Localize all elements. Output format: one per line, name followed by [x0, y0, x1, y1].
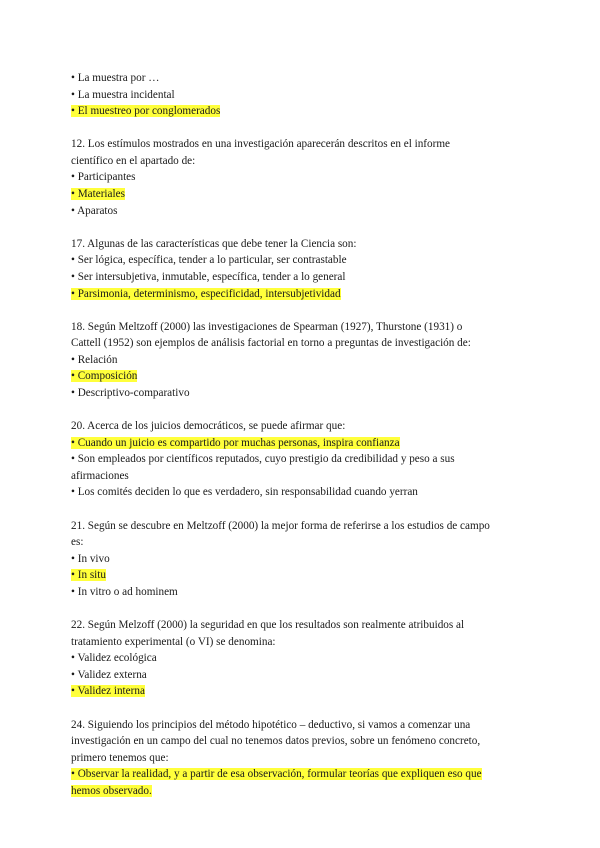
question-text: 20. Acerca de los juicios democráticos, se puede afirmar que:	[71, 420, 346, 433]
answer-option-continued: afirmaciones	[71, 469, 129, 482]
answer-option: • Aparatos	[71, 204, 118, 217]
answer-option: • Ser intersubjetiva, inmutable, específica, tender a lo general	[71, 270, 346, 283]
answer-option: • Relación	[71, 353, 118, 366]
answer-option: • In vivo	[71, 552, 110, 565]
answer-option-correct: • In situ	[71, 569, 106, 582]
question-text: 21. Según se descubre en Meltzoff (2000) la mejor forma de referirse a los estudios de campo	[71, 519, 490, 532]
question-text: científico en el apartado de:	[71, 154, 196, 167]
question-block-17	[71, 236, 560, 302]
question-text: investigación en un campo del cual no tenemos datos previos, sobre un fenómeno concreto,	[71, 735, 481, 748]
question-block-continuation	[71, 70, 560, 120]
question-text: 22. Según Melzoff (2000) la seguridad en que los resultados son realmente atribuidos al	[71, 619, 465, 632]
question-block-21	[71, 518, 560, 601]
question-text: 12. Los estímulos mostrados en una investigación aparecerán descritos en el informe	[71, 138, 451, 151]
answer-option: • Validez ecológica	[71, 652, 157, 665]
answer-option-correct: • Validez interna	[71, 685, 145, 698]
question-text: es:	[71, 536, 84, 549]
answer-option: • Ser lógica, específica, tender a lo particular, ser contrastable	[71, 254, 347, 267]
answer-option-correct-continued: hemos observado.	[71, 784, 152, 797]
answer-option: • Los comités deciden lo que es verdadero, sin responsabilidad cuando yerran	[71, 486, 418, 499]
question-text: 18. Según Meltzoff (2000) las investigaciones de Spearman (1927), Thurstone (1931) o	[71, 320, 463, 333]
question-block-22	[71, 617, 560, 700]
question-block-18	[71, 319, 560, 402]
answer-option-correct: • Observar la realidad, y a partir de esa observación, formular teorías que expliquen eso que	[71, 768, 482, 781]
question-text: tratamiento experimental (o VI) se denomina:	[71, 635, 276, 648]
question-block-20	[71, 418, 560, 501]
answer-option: • Validez externa	[71, 668, 147, 681]
question-block-12	[71, 136, 560, 219]
question-text: Cattell (1952) son ejemplos de análisis factorial en torno a preguntas de investigación de:	[71, 337, 471, 350]
answer-option: • Descriptivo-comparativo	[71, 387, 190, 399]
answer-option: • Participantes	[71, 171, 136, 184]
answer-option-correct: • Composición	[71, 370, 138, 383]
answer-option-correct: • Parsimonia, determinismo, especificidad, intersubjetividad	[71, 287, 341, 300]
question-text: 24. Siguiendo los principios del método hipotético – deductivo, si vamos a comenzar una	[71, 718, 471, 731]
answer-option-correct: • Cuando un juicio es compartido por muchas personas, inspira confianza	[71, 436, 400, 449]
answer-option-correct: • Materiales	[71, 188, 125, 201]
answer-option-correct: • El muestreo por conglomerados	[71, 105, 221, 118]
question-text: 17. Algunas de las características que debe tener la Ciencia son:	[71, 237, 357, 250]
answer-option: • In vitro o ad hominem	[71, 585, 178, 598]
answer-option: • La muestra por …	[71, 72, 160, 84]
question-block-24	[71, 717, 560, 800]
answer-option: • Son empleados por científicos reputados, cuyo prestigio da credibilidad y peso a sus	[71, 453, 455, 466]
answer-option: • La muestra incidental	[71, 88, 175, 101]
question-text: primero tenemos que:	[71, 751, 169, 764]
